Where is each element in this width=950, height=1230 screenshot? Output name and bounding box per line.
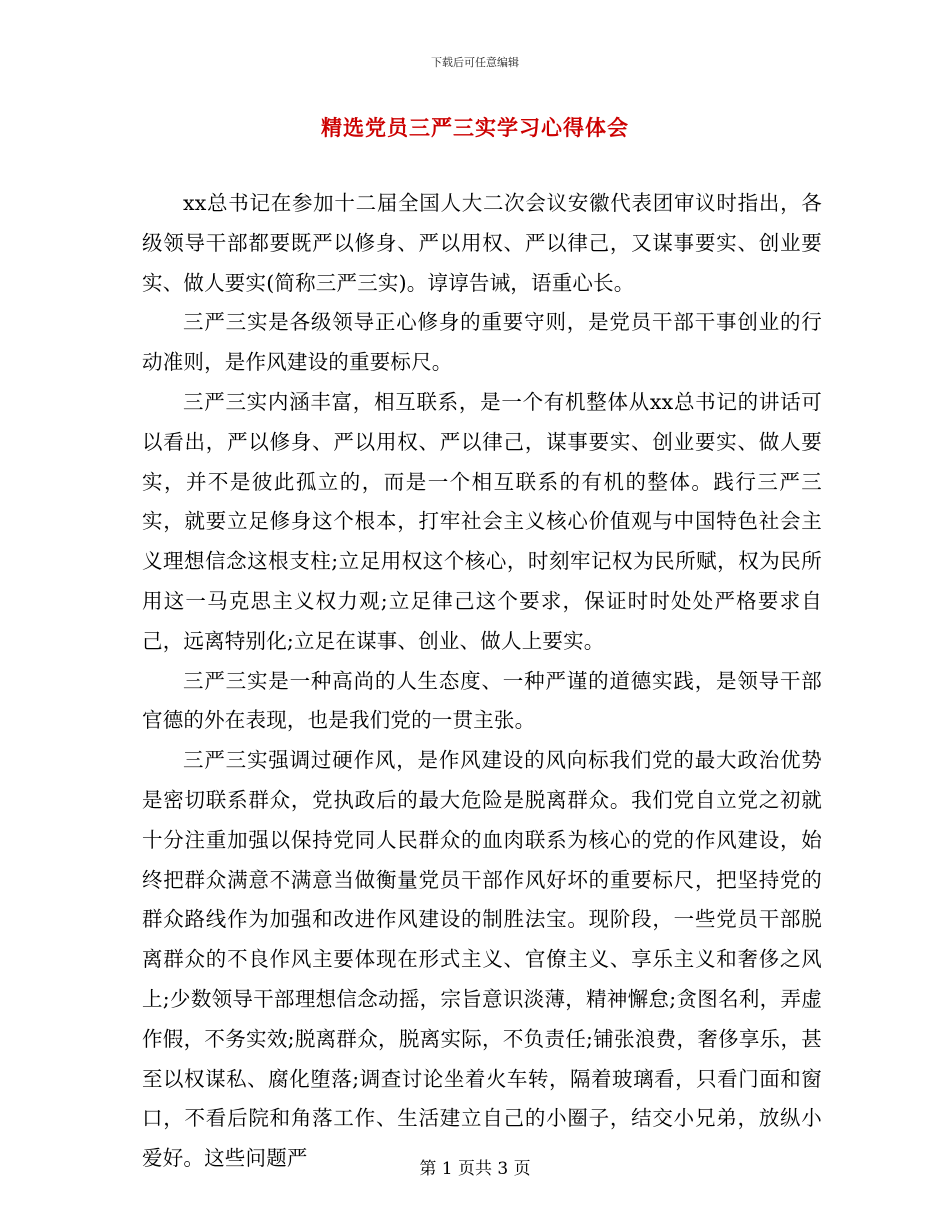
document-body [142,184,822,1179]
header-note: 下载后可任意编辑 [431,56,519,69]
paragraph: 三严三实强调过硬作风，是作风建设的风向标我们党的最大政治优势是密切联系群众，党执政后的最大危险是脱离群众。我们党自立党之初就十分注重加强以保持党同人民群众的血肉联系为核心的党的作风建设，始终把群众满意不满意当做衡量党员干部作风好坏的重要标尺，把坚持党的群众路线作为加强和改进作风建设的制胜法宝。现阶段，一些党员干部脱离群众的不良作风主要体现在形式主义、官僚主义、享乐主义和奢侈之风上;少数领导干部理想信念动摇，宗旨意识淡薄，精神懈怠;贪图名利，弄虚作假，不务实效;脱离群众，脱离实际，不负责任;铺张浪费，奢侈享乐，甚至以权谋私、腐化堕落;调查讨论坐着火车转，隔着玻璃看，只看门面和窗口，不看后院和角落工作、生活建立自己的小圈子，结交小兄弟，放纵小爱好。这些问题严 [142,748,822,1171]
paragraph: xx总书记在参加十二届全国人大二次会议安徽代表团审议时指出，各级领导干部都要既严以修身、严以用权、严以律己，又谋事要实、创业要实、做人要实(简称三严三实)。谆谆告诫，语重心长。 [142,191,822,295]
document-title: 精选党员三严三实学习心得体会 [321,115,629,140]
paragraph: 三严三实是一种高尚的人生态度、一种严谨的道德实践，是领导干部官德的外在表现，也是我们党的一贯主张。 [142,668,822,733]
page-indicator: 第 1 页共 3 页 [419,1159,531,1179]
paragraph: 三严三实是各级领导正心修身的重要守则，是党员干部干事创业的行动准则，是作风建设的重要标尺。 [142,310,822,375]
paragraph: 三严三实内涵丰富，相互联系，是一个有机整体从xx总书记的讲话可以看出，严以修身、严以用权、严以律己，谋事要实、创业要实、做人要实，并不是彼此孤立的，而是一个相互联系的有机的整体。践行三严三实，就要立足修身这个根本，打牢社会主义核心价值观与中国特色社会主义理想信念这根支柱;立足用权这个核心，时刻牢记权为民所赋，权为民所用这一马克思主义权力观;立足律己这个要求，保证时时处处严格要求自己，远离特别化;立足在谋事、创业、做人上要实。 [142,389,822,653]
